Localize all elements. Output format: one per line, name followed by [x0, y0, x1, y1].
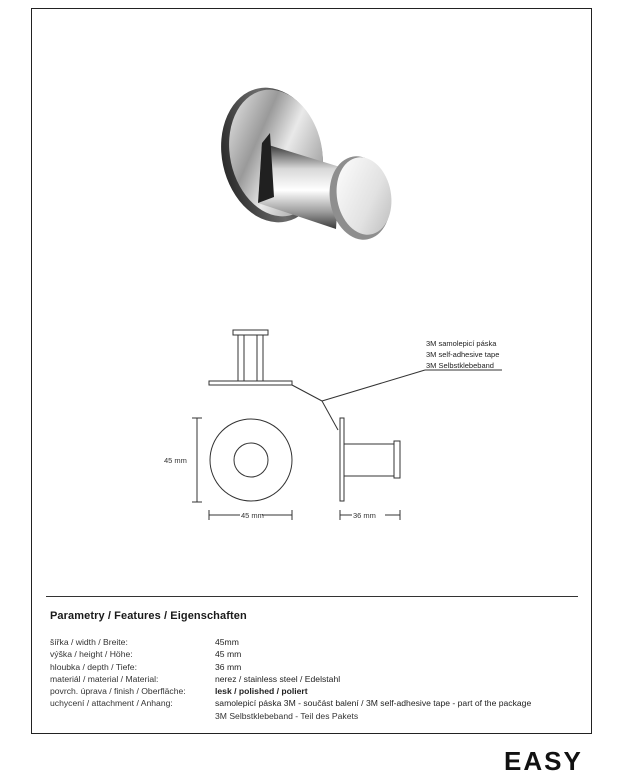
spec-label: uchycení / attachment / Anhang:: [50, 698, 173, 709]
features-title: Parametry / Features / Eigenschaften: [50, 610, 247, 622]
dim-height-label: 45 mm: [164, 456, 187, 465]
spec-label: povrch. úprava / finish / Oberfläche:: [50, 686, 186, 697]
brand-logo: EASY: [504, 746, 583, 776]
tape-note-en: 3M self-adhesive tape: [426, 350, 500, 359]
tape-note-cz: 3M samolepicí páska: [426, 339, 497, 348]
spec-label: materiál / material / Material:: [50, 673, 159, 684]
spec-value: lesk / polished / poliert: [215, 686, 308, 697]
spec-label: hloubka / depth / Tiefe:: [50, 661, 137, 672]
spec-value: samolepicí páska 3M - součást balení / 3M self-adhesive tape - part of the package: [215, 698, 532, 709]
spec-label: šířka / width / Breite:: [50, 637, 128, 647]
tape-note-de: 3M Selbstklebeband: [426, 361, 494, 370]
spec-value: nerez / stainless steel / Edelstahl: [215, 673, 341, 684]
dim-depth-label: 36 mm: [353, 511, 376, 520]
dim-width-label: 45 mm: [241, 511, 264, 520]
spec-value-extra: 3M Selbstklebeband - Teil des Pakets: [215, 710, 359, 721]
section-divider: [46, 596, 578, 597]
spec-value: 45mm: [215, 637, 239, 647]
spec-label: výška / height / Höhe:: [50, 649, 133, 660]
spec-value: 36 mm: [215, 661, 242, 672]
spec-value: 45 mm: [215, 649, 242, 660]
